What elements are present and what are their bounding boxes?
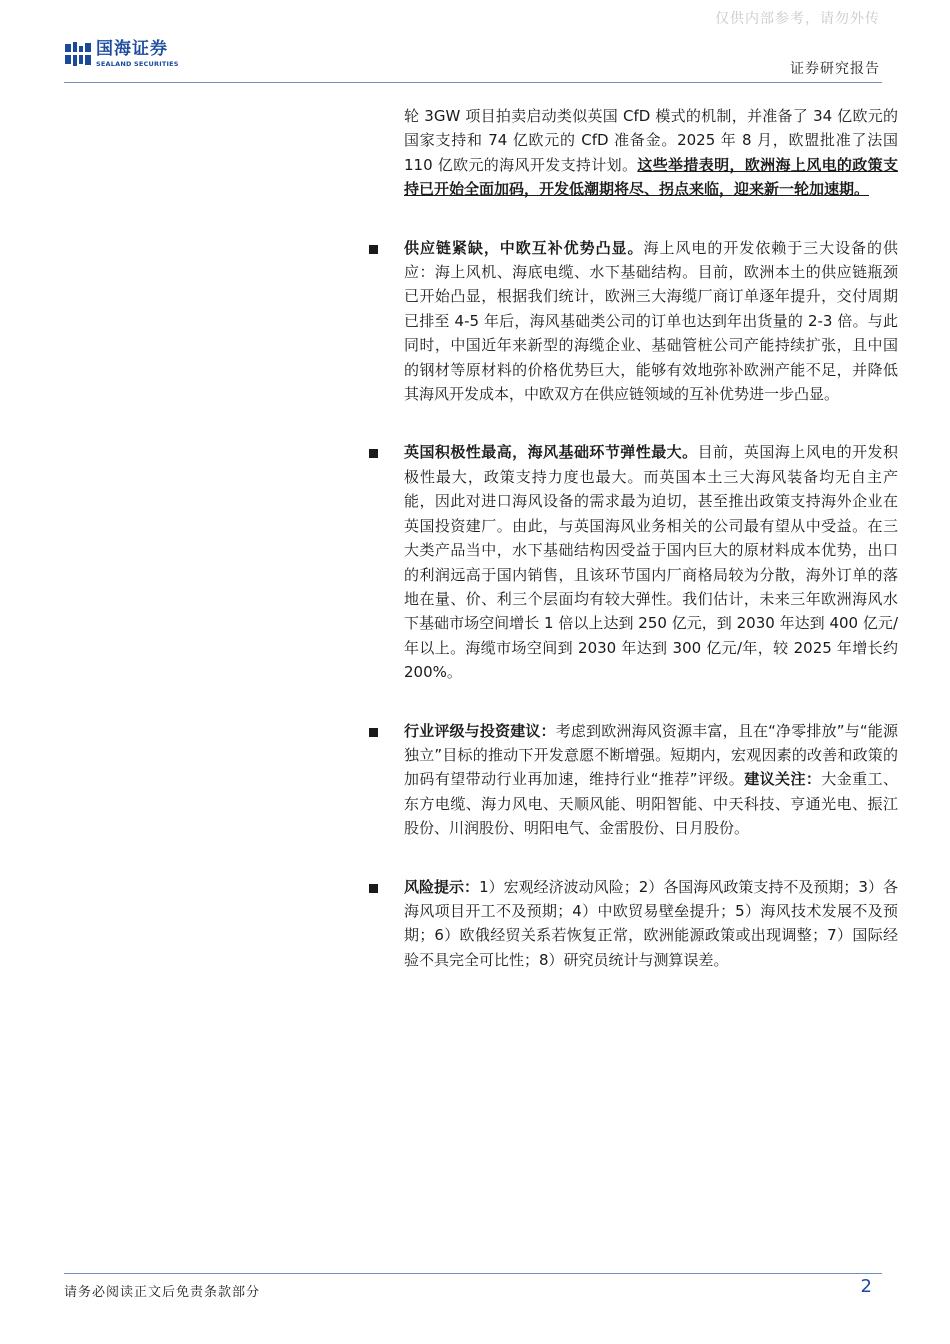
- paragraph-rating-recommendation: [404, 719, 898, 841]
- disclaimer-note: 请务必阅读正文后免责条款部分: [64, 1285, 261, 1300]
- rating-lead: 行业评级与投资建议：: [404, 721, 556, 740]
- paragraph-policy-continuation: [404, 104, 898, 202]
- paragraph-risk-warning: [404, 875, 898, 973]
- company-logo: [64, 40, 179, 68]
- logo-english-name: SEALAND SECURITIES: [96, 59, 179, 68]
- paragraph-supply-chain: [404, 236, 898, 407]
- risk-text: 1）宏观经济波动风险；2）各国海风政策支持不及预期；3）各海风项目开工不及预期；4）中欧贸易壁垒提升；5）海风技术发展不及预期；6）欧俄经贸关系若恢复正常，欧洲能源政策或出现调整；7）国际经验不具完全可比性；8）研究员统计与测算误差。: [404, 877, 898, 969]
- policy-emphasis: 这些举措表明，欧洲海上风电的政策支持已开始全面加码，开发低潮期将尽、拐点来临，迎来新一轮加速期。: [404, 155, 898, 199]
- footer-divider: [64, 1273, 882, 1274]
- watermark-text: 仅供内部参考，请勿外传: [715, 11, 880, 27]
- sealand-logo-icon: [64, 40, 92, 68]
- rating-text: 考虑到欧洲海风资源丰富，且在“净零排放”与“能源独立”目标的推动下开发意愿不断增强。短期内，宏观因素的改善和政策的加码有望带动行业再加速，维持行业“推荐”评级。: [404, 721, 898, 789]
- report-type-label: 证券研究报告: [790, 61, 880, 77]
- bullet-square-icon: [369, 884, 378, 893]
- uk-foundation-text: 目前，英国海上风电的开发积极性最大，政策支持力度也最大。而英国本土三大海风装备均无自主产能，因此对进口海风设备的需求最为迫切，甚至推出政策支持海外企业在英国投资建厂。由此，与英国海风业务相关的公司最有望从中受益。在三大类产品当中，水下基础结构因受益于国内巨大的原材料成本优势，出口的利润远高于国内销售，且该环节国内厂商格局较为分散，海外订单的落地在量、价、利三个层面均有较大弹性。我们估计，未来三年欧洲海风水下基础市场空间增长 1 倍以上达到 250 亿元，到 2030 年达到 400 亿元/年以上。海缆市场空间到 2030 年达到 300 亿元/年，较 2025 年增长约 200%。: [404, 443, 898, 682]
- bullet-square-icon: [369, 728, 378, 737]
- policy-text: 轮 3GW 项目拍卖启动类似英国 CfD 模式的机制，并准备了 34 亿欧元的国家支持和 74 亿欧元的 CfD 准备金。2025 年 8 月，欧盟批准了法国 110 亿欧元的海风开发支持计划。: [404, 107, 898, 174]
- risk-lead: 风险提示：: [404, 877, 480, 896]
- header-divider: [64, 82, 882, 83]
- supply-chain-lead: 供应链紧缺，中欧互补优势凸显。: [404, 238, 644, 257]
- recommendation-text: 大金重工、东方电缆、海力风电、天顺风能、明阳智能、中天科技、亨通光电、振江股份、川润股份、明阳电气、金雷股份、日月股份。: [404, 770, 898, 838]
- supply-chain-text: 海上风电的开发依赖于三大设备的供应：海上风机、海底电缆、水下基础结构。目前，欧洲本土的供应链瓶颈已开始凸显，根据我们统计，欧洲三大海缆厂商订单逐年提升，交付周期已排至 4-5 年后，海风基础类公司的订单也达到年出货量的 2-3 倍。与此同时，中国近年来新型的海缆企业、基础管桩公司产能持续扩张，且中国的钢材等原材料的价格优势巨大，能够有效地弥补欧洲产能不足，并降低其海风开发成本，中欧双方在供应链领域的互补优势进一步凸显。: [404, 238, 898, 404]
- bullet-square-icon: [369, 449, 378, 458]
- recommendation-lead: 建议关注：: [744, 770, 822, 789]
- bullet-square-icon: [369, 245, 378, 254]
- uk-foundation-lead: 英国积极性最高，海风基础环节弹性最大。: [404, 443, 698, 462]
- logo-chinese-name: 国海证券: [96, 38, 168, 59]
- page-number: 2: [860, 1276, 872, 1297]
- paragraph-uk-foundation: [404, 440, 898, 684]
- report-body: [404, 104, 898, 972]
